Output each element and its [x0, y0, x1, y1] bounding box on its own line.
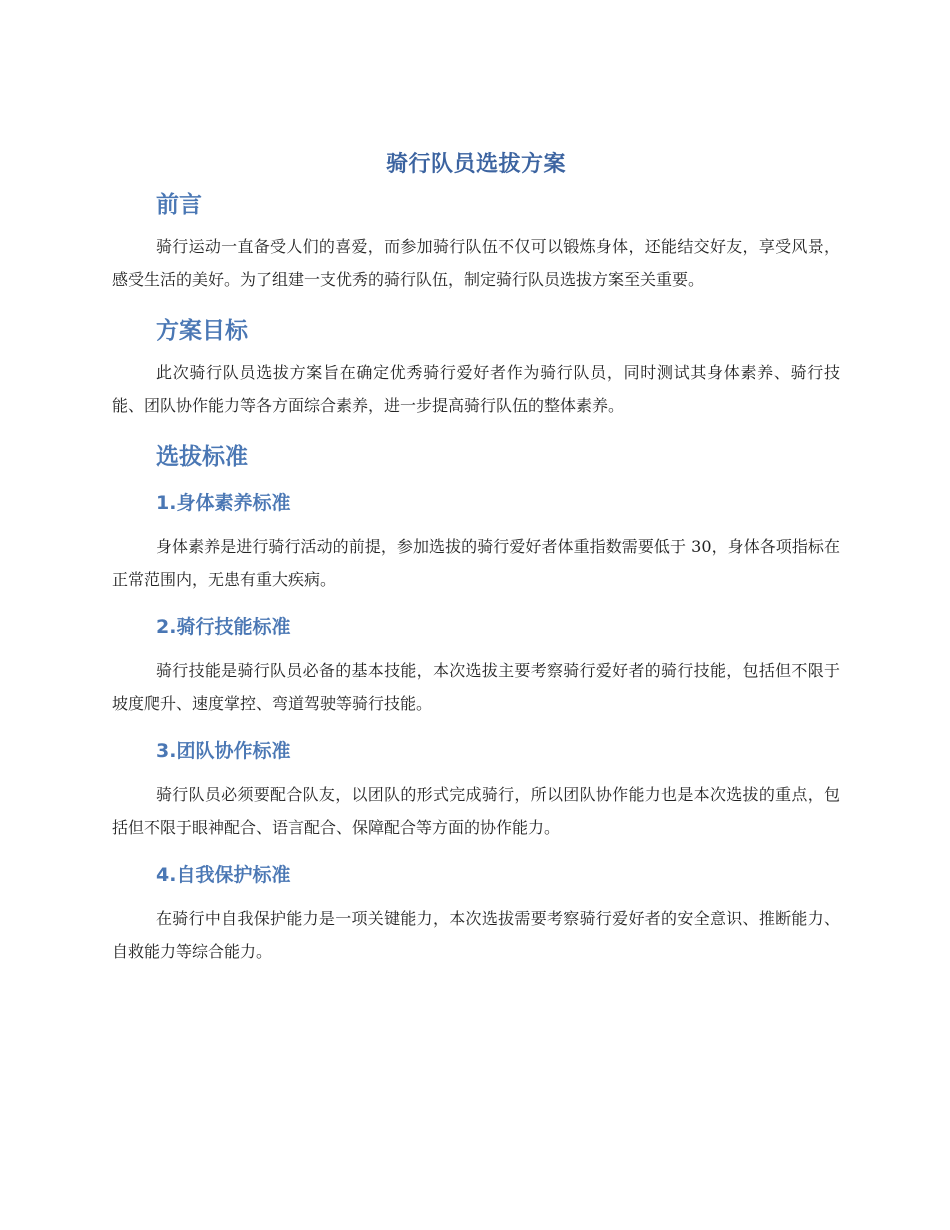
criteria-heading-self-protection: 4.自我保护标准 [156, 864, 291, 886]
section-heading-criteria: 选拔标准 [156, 444, 248, 470]
section-heading-goal: 方案目标 [156, 318, 248, 344]
section-heading-preface: 前言 [156, 192, 202, 218]
criteria-text-teamwork: 骑行队员必须要配合队友，以团队的形式完成骑行，所以团队协作能力也是本次选拔的重点，包括但不限于眼神配合、语言配合、保障配合等方面的协作能力。 [112, 785, 840, 837]
document-content [112, 146, 840, 968]
section-text-goal: 此次骑行队员选拔方案旨在确定优秀骑行爱好者作为骑行队员，同时测试其身体素养、骑行技能、团队协作能力等各方面综合素养，进一步提高骑行队伍的整体素养。 [112, 363, 840, 415]
criteria-heading-physical: 1.身体素养标准 [156, 492, 291, 514]
criteria-heading-teamwork: 3.团队协作标准 [156, 740, 291, 762]
criteria-text-physical: 身体素养是进行骑行活动的前提，参加选拔的骑行爱好者体重指数需要低于 30，身体各项指标在正常范围内，无患有重大疾病。 [112, 537, 840, 589]
section-text-preface: 骑行运动一直备受人们的喜爱，而参加骑行队伍不仅可以锻炼身体，还能结交好友，享受风景，感受生活的美好。为了组建一支优秀的骑行队伍，制定骑行队员选拔方案至关重要。 [112, 237, 840, 289]
document-title: 骑行队员选拔方案 [385, 152, 566, 177]
criteria-heading-riding-skill: 2.骑行技能标准 [156, 616, 291, 638]
criteria-text-riding-skill: 骑行技能是骑行队员必备的基本技能，本次选拔主要考察骑行爱好者的骑行技能，包括但不限于坡度爬升、速度掌控、弯道驾驶等骑行技能。 [112, 661, 840, 713]
criteria-text-self-protection: 在骑行中自我保护能力是一项关键能力，本次选拔需要考察骑行爱好者的安全意识、推断能力、自救能力等综合能力。 [112, 909, 840, 961]
